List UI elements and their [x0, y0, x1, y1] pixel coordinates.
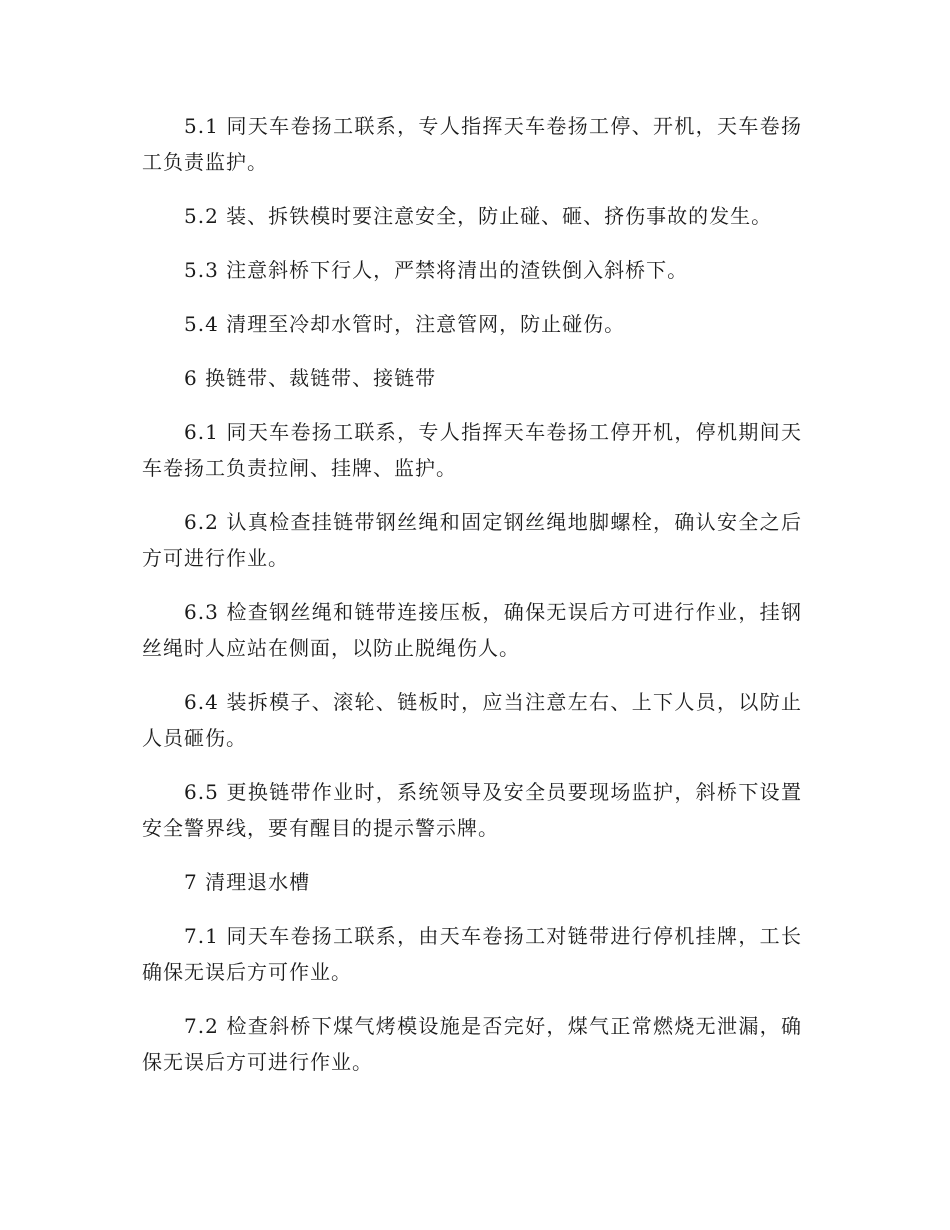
paragraph-6-5: 6.5 更换链带作业时，系统领导及安全员要现场监护，斜桥下设置安全警界线，要有醒目的提示警示牌。: [142, 780, 802, 840]
paragraph-6-2: 6.2 认真检查挂链带钢丝绳和固定钢丝绳地脚螺栓，确认安全之后方可进行作业。: [142, 510, 802, 570]
paragraph-5-1: 5.1 同天车卷扬工联系，专人指挥天车卷扬工停、开机，天车卷扬工负责监护。: [142, 114, 802, 174]
paragraph-6-3: 6.3 检查钢丝绳和链带连接压板，确保无误后方可进行作业，挂钢丝绳时人应站在侧面，以防止脱绳伤人。: [142, 600, 802, 660]
paragraph-6-1: 6.1 同天车卷扬工联系，专人指挥天车卷扬工停开机，停机期间天车卷扬工负责拉闸、挂牌、监护。: [142, 420, 802, 480]
paragraph-5-3: 5.3 注意斜桥下行人，严禁将清出的渣铁倒入斜桥下。: [184, 258, 689, 282]
paragraph-5-2: 5.2 装、拆铁模时要注意安全，防止碰、砸、挤伤事故的发生。: [184, 204, 773, 228]
document-body: [142, 108, 802, 1098]
paragraph-6-4: 6.4 装拆模子、滚轮、链板时，应当注意左右、上下人员，以防止人员砸伤。: [142, 690, 802, 750]
paragraph-5-4: 5.4 清理至冷却水管时，注意管网，防止碰伤。: [184, 312, 626, 336]
section-heading-7: 7 清理退水槽: [184, 870, 311, 894]
paragraph-7-1: 7.1 同天车卷扬工联系，由天车卷扬工对链带进行停机挂牌，工长确保无误后方可作业。: [142, 924, 802, 984]
paragraph-7-2: 7.2 检查斜桥下煤气烤模设施是否完好，煤气正常燃烧无泄漏，确保无误后方可进行作业。: [142, 1014, 802, 1074]
section-heading-6: 6 换链带、裁链带、接链带: [184, 366, 437, 390]
